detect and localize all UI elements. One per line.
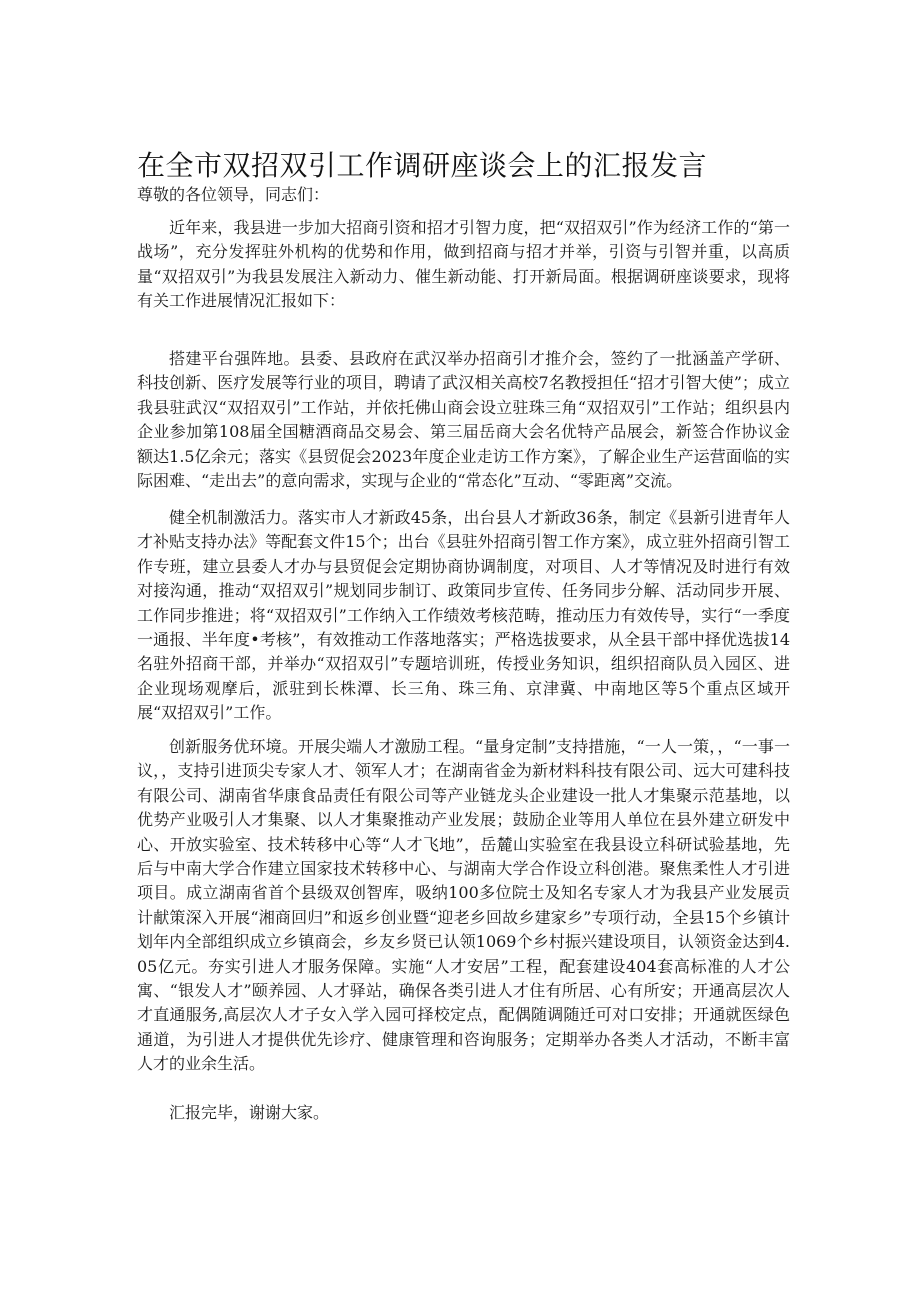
paragraph-platform: 搭建平台强阵地。县委、县政府在武汉举办招商引才推介会，签约了一批涵盖产学研、科技创新、医疗发展等行业的项目，聘请了武汉相关高校7名教授担任“招才引智大使”；成立我县驻武汉“双招双引”工作站，并依托佛山商会设立驻珠三角“双招双引”工作站；组织县内企业参加第108届全国糖酒商品交易会、第三届岳商大会名优特产品展会，新签合作协议金额达1.5亿余元；落实《县贸促会2023年度企业走访工作方案》，了解企业生产运营面临的实际困难、“走出去”的意向需求，实现与企业的“常态化”互动、“零距离”交流。	[137, 349, 790, 491]
paragraph-mechanism: 健全机制激活力。落实市人才新政45条，出台县人才新政36条，制定《县新引进青年人才补贴支持办法》等配套文件15个；出台《县驻外招商引智工作方案》，成立驻外招商引智工作专班，建立县委人才办与县贸促会定期协商协调制度，对项目、人才等情况及时进行有效对接沟通，推动“双招双引”规划同步制订、政策同步宣传、任务同步分解、活动同步开展、工作同步推进；将“双招双引”工作纳入工作绩效考核范畴，推动压力有效传导，实行“一季度一通报、半年度•考核”，有效推动工作落地落实；严格选拔要求，从全县干部中择优选拔14名驻外招商干部，并举办“双招双引”专题培训班，传授业务知识，组织招商队员入园区、进企业现场观摩后，派驻到长株潭、长三角、珠三角、京津冀、中南地区等5个重点区域开展“双招双引”工作。	[137, 508, 790, 723]
page-title: 在全市双招双引工作调研座谈会上的汇报发言	[137, 148, 708, 182]
paragraph-closing: 汇报完毕，谢谢大家。	[169, 1103, 330, 1122]
paragraph-intro: 近年来，我县进一步加大招商引资和招才引智力度，把“双招双引”作为经济工作的“第一战场”，充分发挥驻外机构的优势和作用，做到招商与招才并举，引资与引智并重，以高质量“双招双引”为我县发展注入新动力、催生新动能、打开新局面。根据调研座谈要求，现将有关工作进展情况汇报如下：	[137, 218, 790, 311]
salutation: 尊敬的各位领导，同志们：	[137, 185, 330, 204]
paragraph-service: 创新服务优环境。开展尖端人才激励工程。“量身定制”支持措施，“一人一策，，“一事一议，，支持引进顶尖专家人才、领军人才；在湖南省金为新材料科技有限公司、远大可建科技有限公司、湖南省华康食品责任有限公司等产业链龙头企业建设一批人才集聚示范基地，以优势产业吸引人才集聚、以人才集聚推动产业发展；鼓励企业等用人单位在县外建立研发中心、开放实验室、技术转移中心等“人才飞地”，岳麓山实验室在我县设立科研试验基地，先后与中南大学合作建立国家技术转移中心、与湖南大学合作设立科创港。聚焦柔性人才引进项目。成立湖南省首个县级双创智库，吸纳100多位院士及知名专家人才为我县产业发展贡计献策深入开展“湘商回归”和返乡创业暨“迎老乡回故乡建家乡”专项行动，全县15个乡镇计划年内全部组织成立乡镇商会，乡友乡贤已认领1069个乡村振兴建设项目，认领资金达到4.05亿元。夯实引进人才服务保障。实施“人才安居”工程，配套建设404套高标准的人才公寓、“银发人才”颐养园、人才驿站，确保各类引进人才住有所居、心有所安；开通高层次人才直通服务,高层次人才子女入学入园可择校定点，配偶随调随迁可对口安排；开通就医绿色通道，为引进人才提供优先诊疗、健康管理和咨询服务；定期举办各类人才活动，不断丰富人才的业余生活。	[137, 737, 790, 1074]
